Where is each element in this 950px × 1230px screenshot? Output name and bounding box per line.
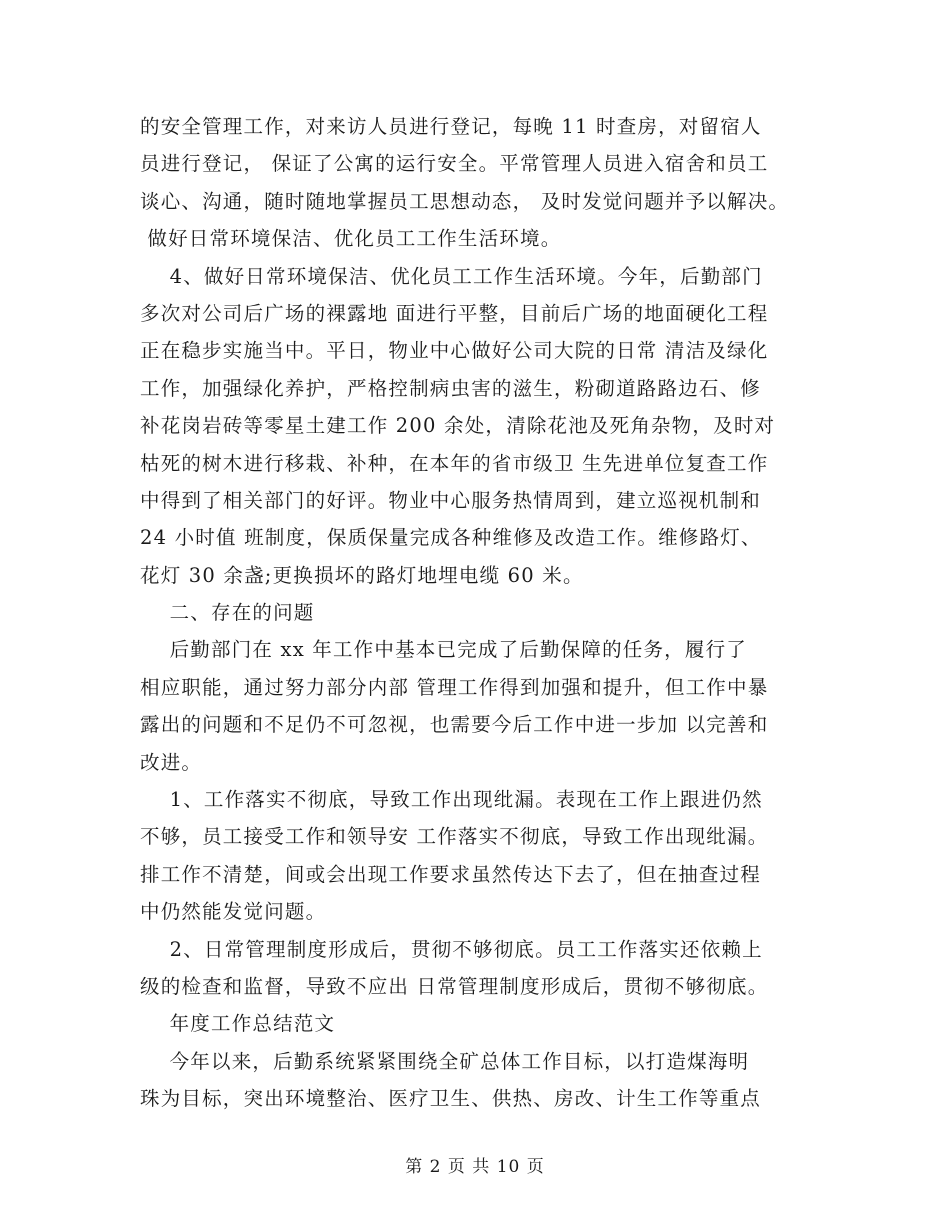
text-line: 补花岗岩砖等零星土建工作 200 余处，清除花池及死角杂物，及时对 xyxy=(140,414,776,438)
text-line: 谈心、沟通，随时随地掌握员工思想动态， 及时发觉问题并予以解决。 xyxy=(140,189,790,213)
text-line: 今年以来，后勤系统紧紧围绕全矿总体工作目标，以打造煤海明 xyxy=(140,1049,750,1073)
text-line: 员进行登记， 保证了公寓的运行安全。平常管理人员进入宿舍和员工 xyxy=(140,152,769,176)
text-line: 的安全管理工作，对来访人员进行登记，每晚 11 时查房，对留宿人 xyxy=(140,115,762,138)
text-line: 不够，员工接受工作和领导安 工作落实不彻底，导致工作出现纰漏。 xyxy=(140,825,769,849)
text-line: 露出的问题和不足仍不可忽视，也需要今后工作中进一步加 以完善和 xyxy=(140,713,769,737)
text-line: 枯死的树木进行移栽、补种，在本年的省市级卫 生先进单位复查工作 xyxy=(140,451,769,475)
text-line: 中得到了相关部门的好评。物业中心服务热情周到，建立巡视机制和 xyxy=(140,488,762,512)
text-line: 4、做好日常环境保洁、优化员工工作生活环境。今年，后勤部门 xyxy=(140,264,763,288)
text-line: 相应职能，通过努力部分内部 管理工作得到加强和提升，但工作中暴 xyxy=(140,675,769,699)
text-line: 做好日常环境保洁、优化员工工作生活环境。 xyxy=(140,227,562,251)
text-line: 珠为目标，突出环境整治、医疗卫生、供热、房改、计生工作等重点 xyxy=(140,1087,762,1111)
text-line: 排工作不清楚，间或会出现工作要求虽然传达下去了，但在抽查过程 xyxy=(140,862,762,886)
text-line: 级的检查和监督，导致不应出 日常管理制度形成后，贯彻不够彻底。 xyxy=(140,974,769,998)
text-line: 多次对公司后广场的裸露地 面进行平整，目前后广场的地面硬化工程 xyxy=(140,301,769,325)
text-line: 2、日常管理制度形成后，贯彻不够彻底。员工工作落实还依赖上 xyxy=(140,937,763,961)
text-line: 改进。 xyxy=(140,750,203,774)
text-line: 1、工作落实不彻底，导致工作出现纰漏。表现在工作上跟进仍然 xyxy=(140,788,763,812)
page-number-footer: 第 2 页 共 10 页 xyxy=(405,1157,545,1177)
text-line: 24 小时值 班制度，保质保量完成各种维修及改造工作。维修路灯、 xyxy=(140,526,762,550)
section-heading: 二、存在的问题 xyxy=(140,601,315,625)
text-line: 工作，加强绿化养护，严格控制病虫害的滋生，粉砌道路路边石、修 xyxy=(140,376,762,400)
text-line: 正在稳步实施当中。平日，物业中心做好公司大院的日常 清洁及绿化 xyxy=(140,339,769,363)
text-line: 中仍然能发觉问题。 xyxy=(140,900,327,924)
document-body xyxy=(140,108,820,1118)
section-heading: 年度工作总结范文 xyxy=(140,1012,336,1036)
text-line: 后勤部门在 xx 年工作中基本已完成了后勤保障的任务，履行了 xyxy=(140,638,747,662)
text-line: 花灯 30 余盏;更换损坏的路灯地埋电缆 60 米。 xyxy=(140,563,584,587)
